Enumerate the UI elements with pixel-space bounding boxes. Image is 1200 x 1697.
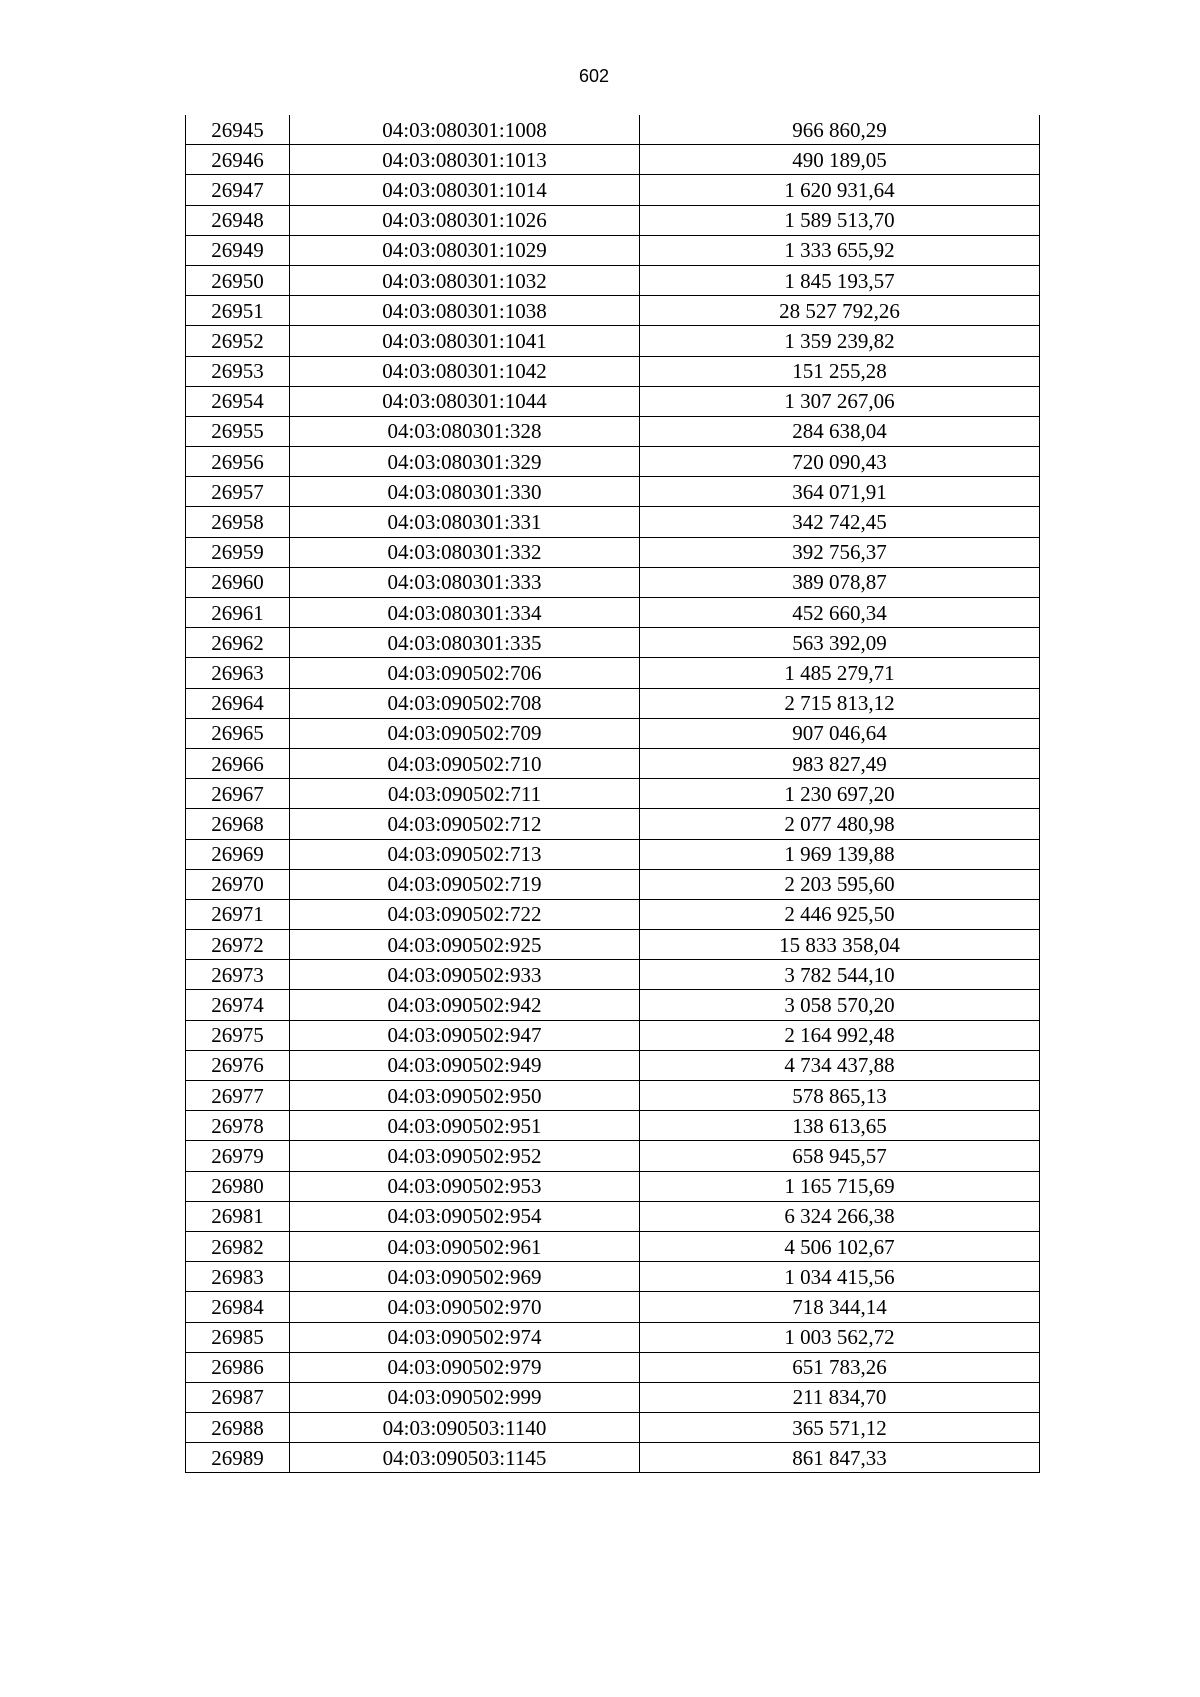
cadastral-number-cell: 04:03:090502:925 <box>290 930 640 960</box>
table-row <box>186 326 1040 356</box>
row-number-cell: 26959 <box>186 537 290 567</box>
cadastral-value-cell: 1 307 267,06 <box>640 386 1040 416</box>
cadastral-value-cell: 2 203 595,60 <box>640 869 1040 899</box>
cadastral-number-cell: 04:03:090502:711 <box>290 779 640 809</box>
cadastral-value-cell: 1 034 415,56 <box>640 1262 1040 1292</box>
table-row <box>186 235 1040 265</box>
table-row <box>186 1111 1040 1141</box>
cadastral-number-cell: 04:03:080301:1038 <box>290 296 640 326</box>
cadastral-number-cell: 04:03:090502:999 <box>290 1382 640 1412</box>
row-number-cell: 26968 <box>186 809 290 839</box>
cadastral-number-cell: 04:03:090502:713 <box>290 839 640 869</box>
row-number-cell: 26952 <box>186 326 290 356</box>
row-number-cell: 26965 <box>186 718 290 748</box>
cadastral-number-cell: 04:03:090503:1140 <box>290 1413 640 1443</box>
cadastral-value-cell: 284 638,04 <box>640 416 1040 446</box>
cadastral-value-cell: 578 865,13 <box>640 1081 1040 1111</box>
cadastral-value-cell: 389 078,87 <box>640 567 1040 597</box>
cadastral-value-cell: 490 189,05 <box>640 145 1040 175</box>
row-number-cell: 26956 <box>186 447 290 477</box>
cadastral-value-cell: 4 506 102,67 <box>640 1231 1040 1261</box>
row-number-cell: 26984 <box>186 1292 290 1322</box>
row-number-cell: 26977 <box>186 1081 290 1111</box>
cadastral-number-cell: 04:03:090502:953 <box>290 1171 640 1201</box>
row-number-cell: 26961 <box>186 598 290 628</box>
row-number-cell: 26963 <box>186 658 290 688</box>
table-row <box>186 416 1040 446</box>
table-row <box>186 175 1040 205</box>
cadastral-number-cell: 04:03:090502:942 <box>290 990 640 1020</box>
cadastral-value-cell: 907 046,64 <box>640 718 1040 748</box>
cadastral-value-cell: 211 834,70 <box>640 1382 1040 1412</box>
table-row <box>186 839 1040 869</box>
cadastral-value-cell: 364 071,91 <box>640 477 1040 507</box>
cadastral-value-cell: 392 756,37 <box>640 537 1040 567</box>
table-row <box>186 1322 1040 1352</box>
cadastral-value-cell: 658 945,57 <box>640 1141 1040 1171</box>
cadastral-value-cell: 1 485 279,71 <box>640 658 1040 688</box>
row-number-cell: 26986 <box>186 1352 290 1382</box>
table-row <box>186 1292 1040 1322</box>
cadastral-value-cell: 2 715 813,12 <box>640 688 1040 718</box>
cadastral-value-cell: 861 847,33 <box>640 1443 1040 1473</box>
table-row <box>186 960 1040 990</box>
row-number-cell: 26964 <box>186 688 290 718</box>
cadastral-number-cell: 04:03:090502:719 <box>290 869 640 899</box>
cadastral-value-table <box>185 115 1040 1473</box>
cadastral-value-cell: 2 077 480,98 <box>640 809 1040 839</box>
cadastral-number-cell: 04:03:090502:708 <box>290 688 640 718</box>
table-row <box>186 899 1040 929</box>
table-row <box>186 809 1040 839</box>
row-number-cell: 26970 <box>186 869 290 899</box>
cadastral-value-cell: 6 324 266,38 <box>640 1201 1040 1231</box>
row-number-cell: 26982 <box>186 1231 290 1261</box>
row-number-cell: 26975 <box>186 1020 290 1050</box>
cadastral-number-cell: 04:03:080301:333 <box>290 567 640 597</box>
cadastral-number-cell: 04:03:090502:954 <box>290 1201 640 1231</box>
row-number-cell: 26989 <box>186 1443 290 1473</box>
cadastral-number-cell: 04:03:080301:331 <box>290 507 640 537</box>
table-row <box>186 930 1040 960</box>
row-number-cell: 26951 <box>186 296 290 326</box>
table-row <box>186 1171 1040 1201</box>
cadastral-number-cell: 04:03:090502:979 <box>290 1352 640 1382</box>
cadastral-number-cell: 04:03:080301:328 <box>290 416 640 446</box>
table-row <box>186 990 1040 1020</box>
table-row <box>186 718 1040 748</box>
cadastral-value-cell: 966 860,29 <box>640 115 1040 145</box>
row-number-cell: 26962 <box>186 628 290 658</box>
cadastral-number-cell: 04:03:090503:1145 <box>290 1443 640 1473</box>
table-row <box>186 265 1040 295</box>
page-number: 602 <box>578 66 610 86</box>
row-number-cell: 26971 <box>186 899 290 929</box>
row-number-cell: 26945 <box>186 115 290 145</box>
row-number-cell: 26967 <box>186 779 290 809</box>
table-row <box>186 296 1040 326</box>
table-row <box>186 869 1040 899</box>
cadastral-number-cell: 04:03:090502:974 <box>290 1322 640 1352</box>
cadastral-value-cell: 3 782 544,10 <box>640 960 1040 990</box>
cadastral-number-cell: 04:03:090502:933 <box>290 960 640 990</box>
table-row <box>186 507 1040 537</box>
cadastral-number-cell: 04:03:080301:1026 <box>290 205 640 235</box>
cadastral-value-cell: 452 660,34 <box>640 598 1040 628</box>
row-number-cell: 26947 <box>186 175 290 205</box>
cadastral-value-cell: 3 058 570,20 <box>640 990 1040 1020</box>
cadastral-number-cell: 04:03:090502:969 <box>290 1262 640 1292</box>
table-row <box>186 477 1040 507</box>
row-number-cell: 26979 <box>186 1141 290 1171</box>
cadastral-value-cell: 1 230 697,20 <box>640 779 1040 809</box>
row-number-cell: 26980 <box>186 1171 290 1201</box>
row-number-cell: 26946 <box>186 145 290 175</box>
table-row <box>186 1050 1040 1080</box>
table-row <box>186 1201 1040 1231</box>
cadastral-number-cell: 04:03:080301:335 <box>290 628 640 658</box>
cadastral-number-cell: 04:03:090502:949 <box>290 1050 640 1080</box>
cadastral-number-cell: 04:03:090502:970 <box>290 1292 640 1322</box>
cadastral-number-cell: 04:03:080301:1029 <box>290 235 640 265</box>
cadastral-value-cell: 1 845 193,57 <box>640 265 1040 295</box>
row-number-cell: 26976 <box>186 1050 290 1080</box>
cadastral-value-cell: 563 392,09 <box>640 628 1040 658</box>
row-number-cell: 26948 <box>186 205 290 235</box>
row-number-cell: 26983 <box>186 1262 290 1292</box>
row-number-cell: 26953 <box>186 356 290 386</box>
cadastral-number-cell: 04:03:080301:1044 <box>290 386 640 416</box>
cadastral-number-cell: 04:03:090502:709 <box>290 718 640 748</box>
row-number-cell: 26973 <box>186 960 290 990</box>
cadastral-value-cell: 983 827,49 <box>640 748 1040 778</box>
cadastral-value-cell: 1 620 931,64 <box>640 175 1040 205</box>
cadastral-value-cell: 1 359 239,82 <box>640 326 1040 356</box>
table-row <box>186 1443 1040 1473</box>
row-number-cell: 26974 <box>186 990 290 1020</box>
cadastral-value-cell: 15 833 358,04 <box>640 930 1040 960</box>
row-number-cell: 26969 <box>186 839 290 869</box>
table-row <box>186 567 1040 597</box>
table-row <box>186 1081 1040 1111</box>
cadastral-value-cell: 1 969 139,88 <box>640 839 1040 869</box>
table-row <box>186 1352 1040 1382</box>
table-row <box>186 356 1040 386</box>
table-row <box>186 115 1040 145</box>
table-row <box>186 1231 1040 1261</box>
cadastral-number-cell: 04:03:080301:1042 <box>290 356 640 386</box>
cadastral-number-cell: 04:03:090502:947 <box>290 1020 640 1050</box>
cadastral-number-cell: 04:03:080301:1041 <box>290 326 640 356</box>
table-row <box>186 1141 1040 1171</box>
table-row <box>186 658 1040 688</box>
table-row <box>186 205 1040 235</box>
cadastral-value-cell: 2 446 925,50 <box>640 899 1040 929</box>
cadastral-value-cell: 138 613,65 <box>640 1111 1040 1141</box>
cadastral-value-cell: 2 164 992,48 <box>640 1020 1040 1050</box>
cadastral-number-cell: 04:03:080301:329 <box>290 447 640 477</box>
row-number-cell: 26950 <box>186 265 290 295</box>
table-row <box>186 386 1040 416</box>
table-row <box>186 779 1040 809</box>
row-number-cell: 26949 <box>186 235 290 265</box>
cadastral-number-cell: 04:03:090502:961 <box>290 1231 640 1261</box>
row-number-cell: 26955 <box>186 416 290 446</box>
row-number-cell: 26966 <box>186 748 290 778</box>
table-row <box>186 537 1040 567</box>
cadastral-value-cell: 342 742,45 <box>640 507 1040 537</box>
cadastral-value-cell: 1 589 513,70 <box>640 205 1040 235</box>
cadastral-value-cell: 1 165 715,69 <box>640 1171 1040 1201</box>
cadastral-number-cell: 04:03:080301:330 <box>290 477 640 507</box>
cadastral-number-cell: 04:03:080301:1008 <box>290 115 640 145</box>
cadastral-number-cell: 04:03:090502:722 <box>290 899 640 929</box>
cadastral-number-cell: 04:03:090502:951 <box>290 1111 640 1141</box>
cadastral-value-cell: 651 783,26 <box>640 1352 1040 1382</box>
table-row <box>186 1020 1040 1050</box>
table-row <box>186 1262 1040 1292</box>
table-row <box>186 628 1040 658</box>
cadastral-number-cell: 04:03:090502:712 <box>290 809 640 839</box>
table-row <box>186 748 1040 778</box>
table-row <box>186 145 1040 175</box>
cadastral-number-cell: 04:03:080301:1013 <box>290 145 640 175</box>
cadastral-number-cell: 04:03:090502:952 <box>290 1141 640 1171</box>
cadastral-number-cell: 04:03:090502:706 <box>290 658 640 688</box>
table-row <box>186 447 1040 477</box>
cadastral-number-cell: 04:03:090502:710 <box>290 748 640 778</box>
cadastral-value-cell: 720 090,43 <box>640 447 1040 477</box>
row-number-cell: 26978 <box>186 1111 290 1141</box>
row-number-cell: 26987 <box>186 1382 290 1412</box>
table-body <box>186 115 1040 1473</box>
row-number-cell: 26954 <box>186 386 290 416</box>
row-number-cell: 26988 <box>186 1413 290 1443</box>
row-number-cell: 26958 <box>186 507 290 537</box>
cadastral-number-cell: 04:03:080301:1032 <box>290 265 640 295</box>
cadastral-number-cell: 04:03:080301:332 <box>290 537 640 567</box>
cadastral-number-cell: 04:03:090502:950 <box>290 1081 640 1111</box>
cadastral-value-cell: 718 344,14 <box>640 1292 1040 1322</box>
table-row <box>186 598 1040 628</box>
row-number-cell: 26972 <box>186 930 290 960</box>
cadastral-number-cell: 04:03:080301:334 <box>290 598 640 628</box>
row-number-cell: 26985 <box>186 1322 290 1352</box>
row-number-cell: 26981 <box>186 1201 290 1231</box>
cadastral-number-cell: 04:03:080301:1014 <box>290 175 640 205</box>
cadastral-value-cell: 1 333 655,92 <box>640 235 1040 265</box>
cadastral-value-cell: 1 003 562,72 <box>640 1322 1040 1352</box>
row-number-cell: 26957 <box>186 477 290 507</box>
row-number-cell: 26960 <box>186 567 290 597</box>
table-row <box>186 1382 1040 1412</box>
table-row <box>186 1413 1040 1443</box>
cadastral-value-cell: 4 734 437,88 <box>640 1050 1040 1080</box>
table-row <box>186 688 1040 718</box>
cadastral-value-cell: 28 527 792,26 <box>640 296 1040 326</box>
cadastral-value-cell: 365 571,12 <box>640 1413 1040 1443</box>
cadastral-value-cell: 151 255,28 <box>640 356 1040 386</box>
